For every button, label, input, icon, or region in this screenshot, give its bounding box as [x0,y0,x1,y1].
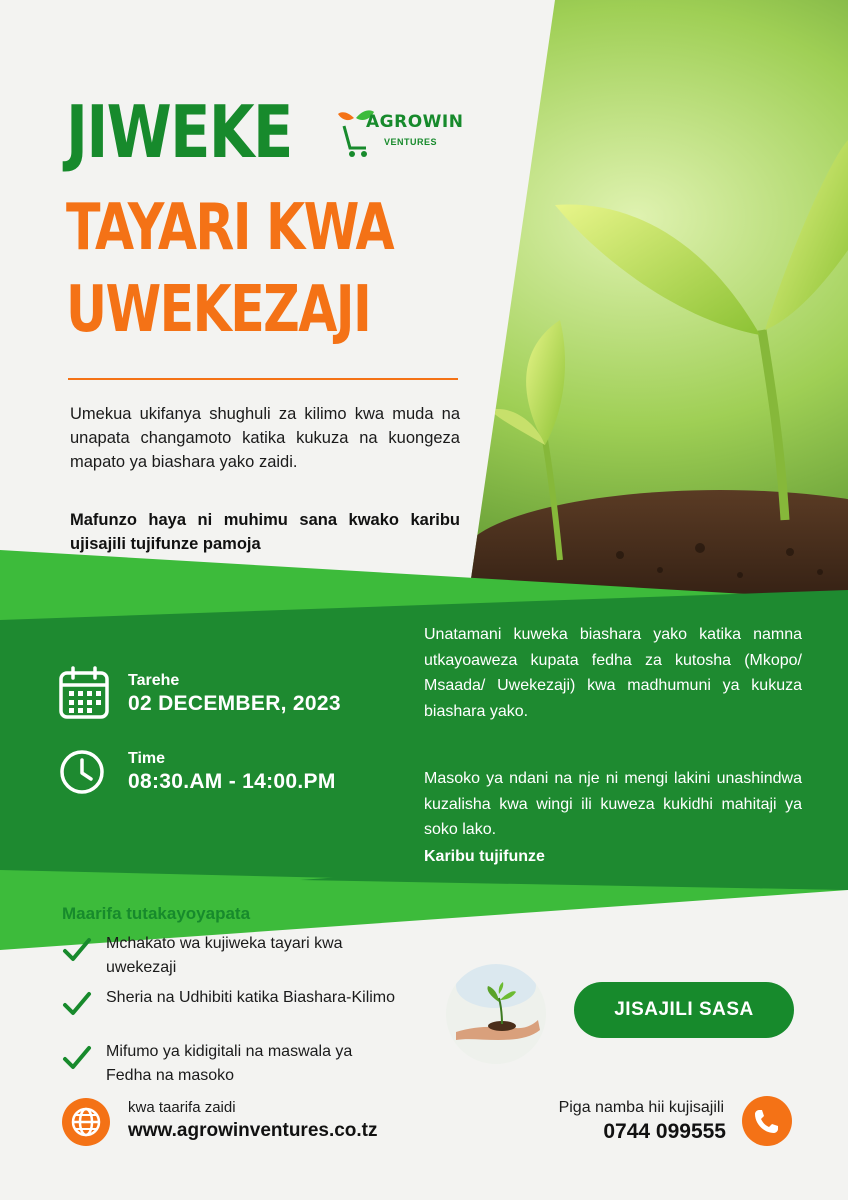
phone-label: Piga namba hii kujisajili [558,1099,724,1116]
date-value: 02 DECEMBER, 2023 [128,692,341,715]
check-icon [62,936,92,964]
outcome-text: Mifumo ya kidigitali na maswala ya Fedha na masoko [106,1043,353,1084]
hands-seedling-image [446,964,546,1064]
title-line-2: TAYARI KWA [66,191,394,265]
details-closing: Karibu tujifunze [424,848,545,865]
phone-number-link[interactable]: 0744 099555 [603,1120,726,1143]
time-label: Time [128,750,166,767]
outcome-text: Sheria na Udhibiti katika Biashara-Kilimo [106,989,396,1006]
check-icon [62,1044,92,1072]
check-icon [62,990,92,1018]
date-label: Tarehe [128,672,180,689]
calendar-icon [58,665,110,721]
register-now-button[interactable]: JISAJILI SASA [574,982,794,1038]
title-line-3: UWEKEZAJI [66,273,371,347]
globe-icon [62,1098,110,1146]
logo-subtitle: VENTURES [384,137,438,147]
details-paragraph-1: Unatamani kuweka biashara yako katika namna utkayoaweza kupata fedha za kutosha (Mkopo/ Msaada/ Uwekezaji) kwa madhumuni ya kukuza biashara yako. [424,626,802,720]
time-value: 08:30.AM - 14:00.PM [128,770,336,793]
outcomes-title: Maarifa tutakayoyapata [62,904,251,923]
intro-bold-paragraph: Mafunzo haya ni muhimu sana kwako karibu ujisajili tujifunze pamoja [70,511,460,553]
outcome-text: Mchakato wa kujiweka tayari kwa uwekezaji [106,935,343,976]
clock-icon [58,748,106,796]
details-paragraph-2: Masoko ya ndani na nje ni mengi lakini unashindwa kuzalisha kwa wingi ili kuweza kukidhi mahitaji ya soko lako. [424,770,802,838]
title-line-1: JIWEKE [66,90,292,174]
website-link[interactable]: www.agrowinventures.co.tz [128,1120,378,1141]
logo-name: AGROWIN [366,112,464,132]
title-divider [68,378,458,380]
phone-icon[interactable] [742,1096,792,1146]
info-label: kwa taarifa zaidi [128,1099,236,1116]
intro-paragraph: Umekua ukifanya shughuli za kilimo kwa muda na unapata changamoto katika kukuza na kuongeza mapato ya biashara yako zaidi. [70,405,460,471]
